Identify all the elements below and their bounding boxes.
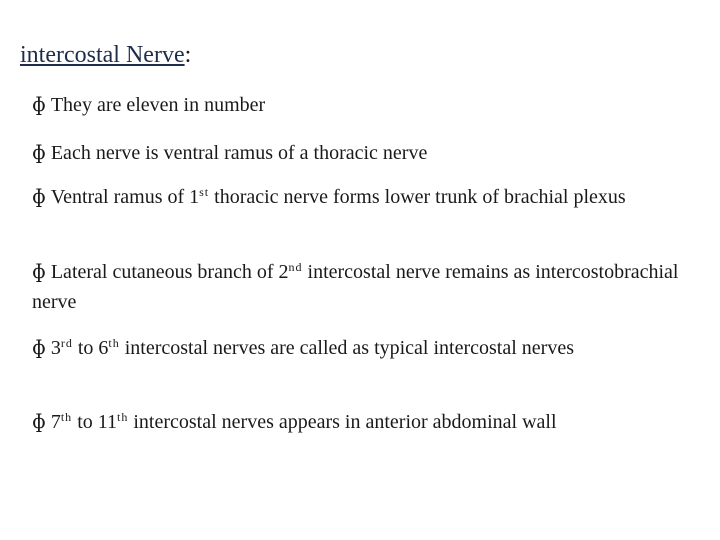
bullet-item xyxy=(32,256,692,317)
bullet-text: intercostal nerves are called as typical intercostal nerves xyxy=(119,337,574,359)
bullet-text: Each nerve is ventral ramus of a thoracic nerve xyxy=(50,142,428,164)
ordinal-suffix: th xyxy=(60,410,73,424)
bullet-text: 7 xyxy=(50,411,61,433)
bullet-text: intercostal nerves appears in anterior abdominal wall xyxy=(128,411,557,433)
ordinal-suffix: th xyxy=(108,336,120,350)
bullet-item xyxy=(32,181,692,212)
bullet-text: thoracic nerve forms lower trunk of brachial plexus xyxy=(209,186,626,208)
bullet-text: Ventral ramus of 1 xyxy=(50,186,200,208)
ordinal-suffix: st xyxy=(199,185,210,199)
bullet-phi-icon: ɸ xyxy=(32,335,46,359)
ordinal-suffix: rd xyxy=(60,336,73,350)
ordinal-suffix: nd xyxy=(288,260,303,274)
bullet-item xyxy=(32,332,692,363)
bullet-item xyxy=(32,89,692,120)
bullet-text: Lateral cutaneous branch of 2 xyxy=(50,261,289,283)
slide-title xyxy=(20,40,191,70)
bullet-item xyxy=(32,137,692,168)
bullet-phi-icon: ɸ xyxy=(32,184,46,208)
bullet-text: intercostal nerve remains as intercostobrachial nerve xyxy=(32,261,679,313)
bullet-text: 3 xyxy=(50,337,61,359)
bullet-text: They are eleven in number xyxy=(50,94,266,116)
slide-title-colon: : xyxy=(184,42,192,68)
bullet-text: to 11 xyxy=(72,411,118,433)
ordinal-suffix: th xyxy=(117,410,129,424)
bullet-phi-icon: ɸ xyxy=(32,140,46,164)
bullet-phi-icon: ɸ xyxy=(32,92,46,116)
bullet-text: to 6 xyxy=(72,337,109,359)
bullet-phi-icon: ɸ xyxy=(32,409,46,433)
bullet-item xyxy=(32,406,692,437)
slide-title-text: intercostal Nerve xyxy=(20,42,185,68)
bullet-phi-icon: ɸ xyxy=(32,259,46,283)
